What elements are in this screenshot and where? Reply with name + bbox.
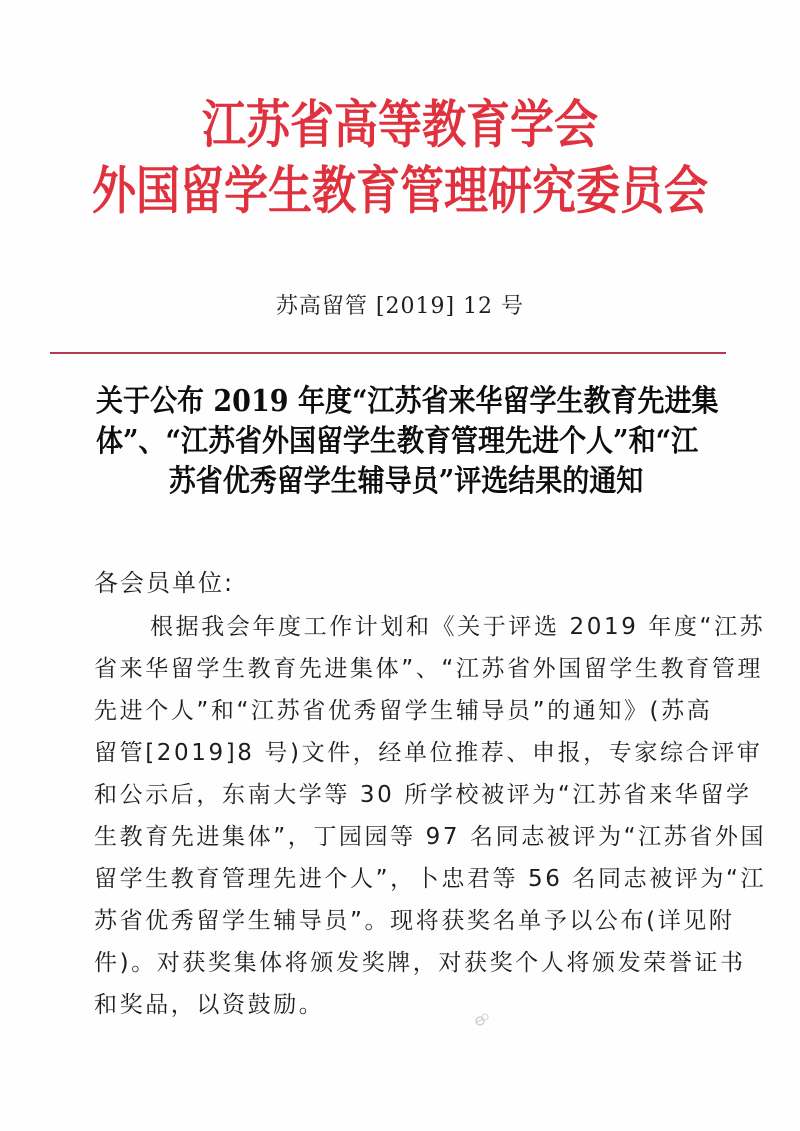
body-line: 根据我会年度工作计划和《关于评选 2019 年度“江苏 — [150, 614, 766, 640]
letterhead-org-name: 江苏省高等教育学会 — [202, 95, 598, 156]
scanner-smudge-icon — [474, 1012, 490, 1026]
body-line: 生教育先进集体”，丁园园等 97 名同志被评为“江苏省外国 — [94, 824, 767, 850]
body-line: 和奖品，以资鼓励。 — [94, 992, 325, 1018]
letterhead-divider — [50, 352, 726, 354]
body-line: 苏省优秀留学生辅导员”。现将获奖名单予以公布(详见附 — [94, 908, 735, 934]
notice-title — [96, 382, 719, 502]
notice-title-line: 关于公布 2019 年度“江苏省来华留学生教育先进集 — [96, 384, 719, 419]
body-line: 省来华留学生教育先进集体”、“江苏省外国留学生教育管理 — [94, 656, 764, 682]
salutation: 各会员单位: — [94, 569, 235, 597]
notice-title-line: 体”、“江苏省外国留学生教育管理先进个人”和“江 — [96, 424, 699, 459]
body-line: 留管[2019]8 号)文件，经单位推荐、申报，专家综合评审 — [94, 740, 763, 766]
notice-title-line: 苏省优秀留学生辅导员”评选结果的通知 — [168, 464, 644, 499]
letterhead-committee-name: 外国留学生教育管理研究委员会 — [92, 161, 708, 222]
body-line: 件)。对获奖集体将颁发奖牌，对获奖个人将颁发荣誉证书 — [94, 950, 746, 976]
body-line: 先进个人”和“江苏省优秀留学生辅导员”的通知》(苏高 — [94, 698, 713, 724]
body-paragraph — [94, 606, 767, 1026]
body-line: 和公示后，东南大学等 30 所学校被评为“江苏省来华留学 — [94, 782, 752, 808]
document-number: 苏高留管 [2019] 12 号 — [275, 294, 525, 319]
body-line: 留学生教育管理先进个人”，卜忠君等 56 名同志被评为“江 — [94, 866, 767, 892]
